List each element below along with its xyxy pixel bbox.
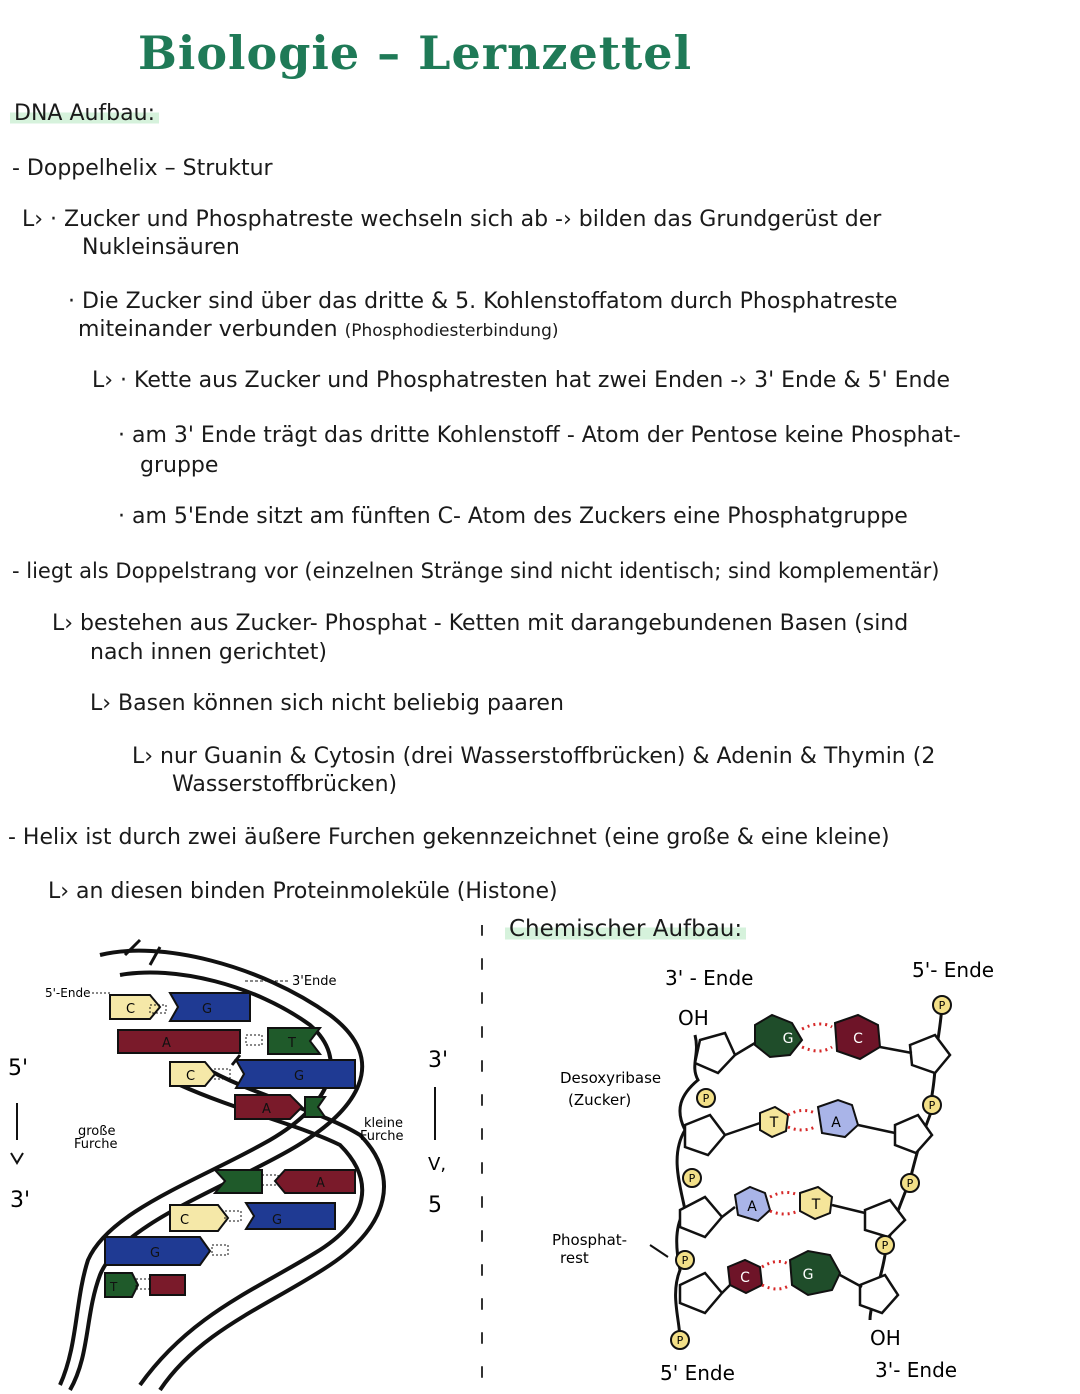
chem-base-guanin: [790, 1251, 840, 1295]
label-oh-top: OH: [678, 1006, 709, 1030]
note-line-3b-text: miteinander verbunden: [78, 317, 338, 342]
note-line-3a: · Die Zucker sind über das dritte & 5. Kohlenstoffatom durch Phosphatreste: [68, 289, 898, 314]
sugar-ring-3: [680, 1197, 722, 1237]
right-5-prime: 5: [428, 1193, 442, 1218]
glycosidic-bond: [832, 1205, 865, 1213]
base-pair-row-2: [118, 1028, 320, 1054]
base-pair-row-1: [110, 993, 250, 1021]
note-line-7: - liegt als Doppelstrang vor (einzelnen Stränge sind nicht identisch; sind komplementär): [12, 559, 940, 583]
note-line-2a: L› · Zucker und Phosphatreste wechseln sich ab -› bilden das Grundgerüst der: [22, 207, 882, 232]
base-label: T: [288, 1036, 296, 1051]
phosphate-label: P: [676, 1334, 684, 1347]
label-kleine: kleine: [364, 1116, 403, 1131]
note-line-9: L› Basen können sich nicht beliebig paaren: [90, 691, 564, 716]
glycosidic-bond: [735, 1043, 755, 1055]
base-guanin: [246, 1203, 335, 1229]
sugar-ring-2: [685, 1115, 725, 1155]
chem-base-label: G: [782, 1031, 794, 1047]
base-label: A: [316, 1176, 325, 1191]
sugar-ring-8: [860, 1275, 898, 1313]
label-desoxyribose: Desoxyribase: [560, 1069, 662, 1087]
double-helix-diagram: [0, 935, 475, 1394]
note-line-11: - Helix ist durch zwei äußere Furchen gekennzeichnet (eine große & eine kleine): [8, 825, 890, 850]
note-line-10a: L› nur Guanin & Cytosin (drei Wasserstoffbrücken) & Adenin & Thymin (2: [132, 744, 936, 769]
chem-base-label: G: [802, 1267, 814, 1283]
chem-base-label: A: [747, 1199, 757, 1215]
phosphate-label: P: [928, 1099, 936, 1112]
note-line-1: - Doppelhelix – Struktur: [12, 156, 273, 181]
phosphat-pointer: [650, 1245, 668, 1257]
hydrogen-bonds: [246, 1035, 262, 1045]
label-kleine-furche: Furche: [360, 1129, 404, 1144]
base-label: G: [150, 1246, 161, 1261]
helix-tick-1: [125, 940, 140, 955]
section-divider: [474, 925, 490, 1385]
label-zucker: (Zucker): [568, 1091, 632, 1109]
section-dna-label: DNA Aufbau:: [10, 101, 159, 126]
section-heading-dna: [10, 100, 159, 128]
base-pair-row-5: [215, 1170, 355, 1193]
left-3-prime: 3': [10, 1188, 31, 1213]
section-heading-chem: [505, 915, 746, 943]
hydrogen-bonds: [212, 1245, 228, 1255]
label-grosse-furche: Furche: [74, 1137, 118, 1152]
phosphate-label: P: [688, 1172, 696, 1185]
base-thymin: [215, 1170, 262, 1193]
label-5-ende: 5'-Ende: [45, 986, 91, 1000]
glycosidic-bond: [840, 1275, 862, 1287]
glycosidic-bond: [725, 1123, 760, 1135]
base-label: G: [272, 1213, 283, 1228]
phosphate-label: P: [938, 999, 946, 1012]
label-5-ende-top: 5'- Ende: [912, 958, 995, 982]
chem-base-guanin: [755, 1015, 802, 1057]
note-line-8a: L› bestehen aus Zucker- Phosphat - Ketten mit darangebundenen Basen (sind: [52, 611, 909, 636]
note-line-5a: · am 3' Ende trägt das dritte Kohlenstoff - Atom der Pentose keine Phosphat-: [118, 423, 961, 448]
left-5-prime: 5': [8, 1056, 29, 1081]
base-label: T: [110, 1280, 118, 1294]
page-title: Biologie – Lernzettel: [138, 26, 693, 80]
note-line-4: L› · Kette aus Zucker und Phosphatresten hat zwei Enden -› 3' Ende & 5' Ende: [92, 368, 950, 393]
label-rest: rest: [560, 1249, 589, 1267]
note-line-10b: Wasserstoffbrücken): [172, 772, 398, 797]
label-3-ende-top: 3' - Ende: [665, 966, 754, 990]
note-line-8b: nach innen gerichtet): [90, 640, 327, 665]
note-line-5b: gruppe: [140, 453, 219, 478]
base-label: C: [126, 1002, 136, 1017]
sugar-ring-5: [910, 1035, 950, 1073]
label-3-ende-bottom: 3'- Ende: [875, 1358, 958, 1382]
hydrogen-bonds: [788, 1110, 815, 1130]
label-grosse: große: [78, 1124, 116, 1139]
note-line-3c: (Phosphodiesterbindung): [344, 321, 559, 341]
base-label: G: [294, 1069, 305, 1084]
note-line-3b: [78, 316, 559, 345]
glycosidic-bond: [858, 1125, 895, 1133]
label-phosphat: Phosphat-: [552, 1231, 628, 1249]
note-line-2b: Nukleinsäuren: [82, 235, 240, 260]
note-line-12: L› an diesen binden Proteinmoleküle (Histone): [48, 879, 558, 904]
label-3-ende: 3'Ende: [292, 974, 337, 989]
chem-base-label: T: [811, 1197, 821, 1213]
right-direction-arrow: V,: [428, 1154, 447, 1175]
chemical-structure-diagram: [540, 955, 1070, 1394]
phosphate-label: P: [702, 1092, 710, 1105]
sugar-ring-1: [695, 1033, 735, 1073]
chem-base-label: T: [769, 1115, 779, 1131]
chem-base-label: A: [831, 1115, 841, 1131]
base-label: A: [162, 1036, 171, 1051]
phosphate-label: P: [906, 1177, 914, 1190]
right-3-prime: 3': [428, 1048, 449, 1073]
hydrogen-bonds: [770, 1192, 798, 1214]
glycosidic-bond: [722, 1285, 730, 1293]
left-direction-arrow: [11, 1153, 23, 1163]
base-cytosin: [170, 1205, 228, 1231]
base-pair-row-7: [105, 1237, 228, 1265]
chem-base-label: C: [740, 1270, 750, 1286]
base-adenin: [118, 1030, 240, 1053]
base-label: C: [186, 1069, 196, 1084]
hydrogen-bonds: [762, 1261, 790, 1289]
phosphate-label: P: [681, 1254, 689, 1267]
label-oh-bottom: OH: [870, 1326, 901, 1350]
helix-strand-2-inner: [140, 1085, 362, 1385]
base-thymin: [305, 1097, 325, 1117]
base-adenin: [150, 1275, 185, 1295]
glycosidic-bond: [880, 1047, 912, 1053]
note-line-6: · am 5'Ende sitzt am fünften C- Atom des Zuckers eine Phosphatgruppe: [118, 504, 908, 529]
chem-base-label: C: [853, 1031, 863, 1047]
base-pair-row-4: [235, 1095, 325, 1119]
glycosidic-bond: [722, 1207, 735, 1217]
sugar-ring-4: [680, 1273, 722, 1313]
label-5-ende-bottom: 5' Ende: [660, 1361, 735, 1385]
base-pair-row-3: [170, 1060, 355, 1088]
section-chem-label: Chemischer Aufbau:: [505, 916, 746, 942]
base-label: A: [262, 1102, 271, 1117]
base-label: G: [202, 1002, 213, 1017]
base-pair-row-8: [105, 1273, 185, 1297]
base-adenin: [275, 1170, 355, 1193]
phosphate-label: P: [881, 1239, 889, 1252]
hydrogen-bonds: [802, 1024, 832, 1051]
base-pair-row-6: [170, 1203, 335, 1231]
base-label: C: [180, 1213, 190, 1228]
